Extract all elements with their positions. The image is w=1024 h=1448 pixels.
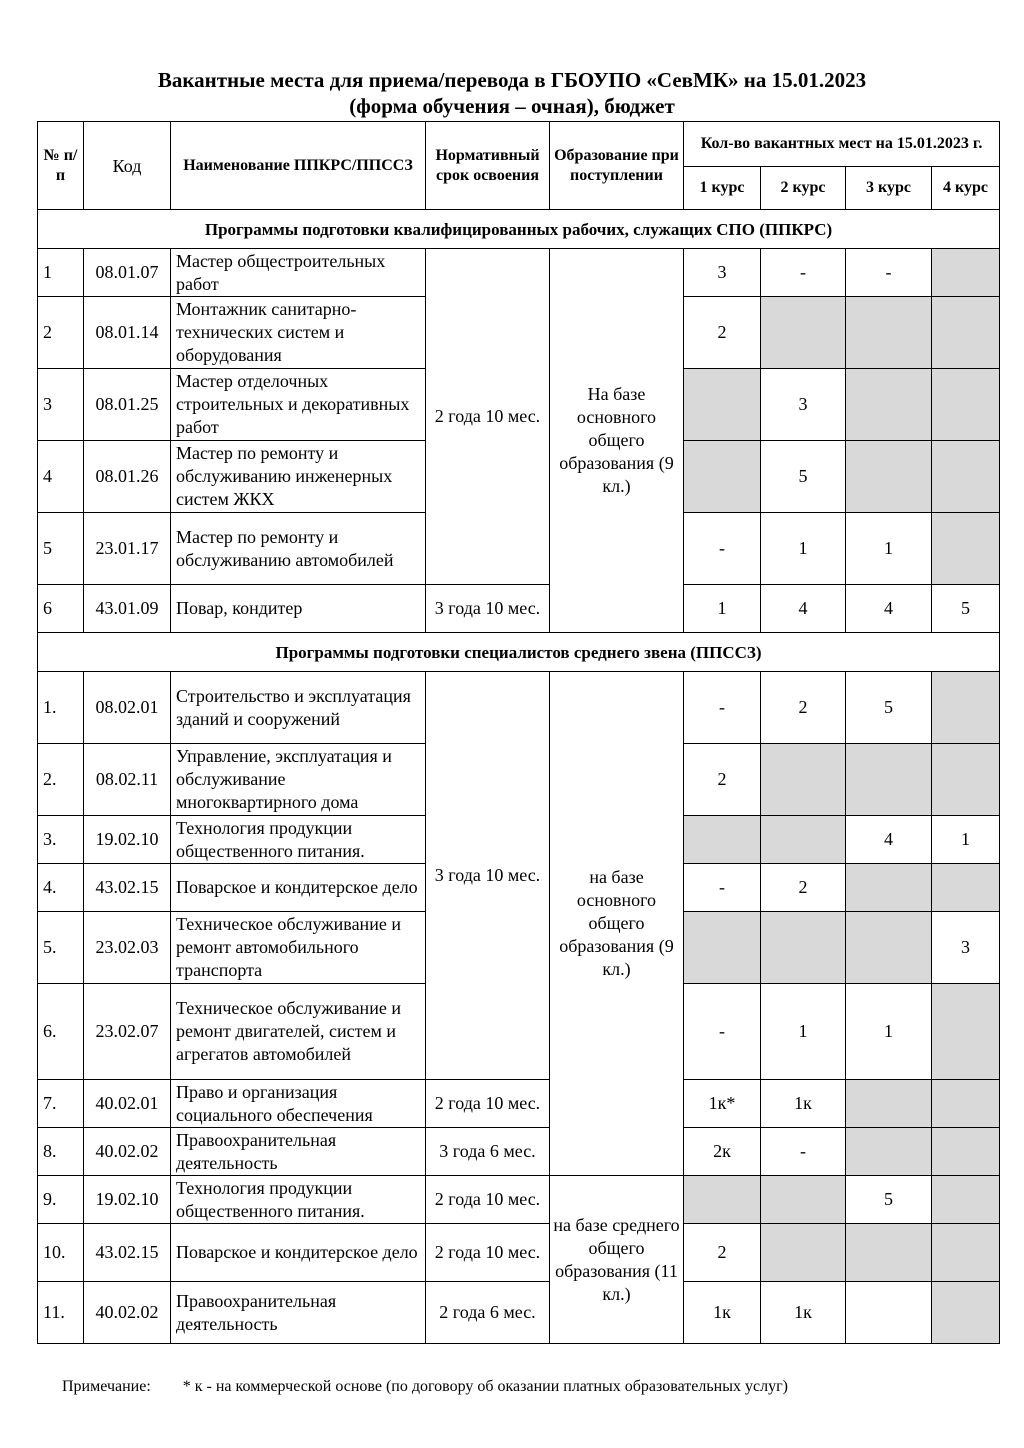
row-code: 23.02.07 <box>84 984 171 1080</box>
course-4-cell <box>932 1080 1000 1128</box>
row-name: Техническое обслуживание и ремонт двигателей, систем и агрегатов автомобилей <box>171 984 426 1080</box>
row-name: Управление, эксплуатация и обслуживание многоквартирного дома <box>171 744 426 816</box>
row-name: Поварское и кондитерское дело <box>171 1224 426 1282</box>
header-code: Код <box>84 122 171 210</box>
row-num: 7. <box>38 1080 84 1128</box>
table-row <box>38 672 1000 744</box>
row-num: 11. <box>38 1282 84 1344</box>
course-3-cell <box>846 912 932 984</box>
course-2-cell: 5 <box>761 441 846 513</box>
row-code: 08.01.25 <box>84 369 171 441</box>
course-4-cell <box>932 513 1000 585</box>
row-num: 8. <box>38 1128 84 1176</box>
row-name: Строительство и эксплуатация зданий и сооружений <box>171 672 426 744</box>
row-term: 3 года 10 мес. <box>426 672 550 1080</box>
course-1-cell <box>684 816 761 864</box>
header-vacancies: Кол-во вакантных мест на 15.01.2023 г. <box>684 122 1000 167</box>
header-course-1: 1 курс <box>684 167 761 210</box>
row-code: 08.02.01 <box>84 672 171 744</box>
row-name: Мастер по ремонту и обслуживанию инженерных систем ЖКХ <box>171 441 426 513</box>
page-subtitle: (форма обучения – очная), бюджет <box>349 94 675 118</box>
footnote-label: Примечание: <box>62 1378 151 1395</box>
header-course-3: 3 курс <box>846 167 932 210</box>
course-3-cell: 1 <box>846 513 932 585</box>
row-name: Мастер по ремонту и обслуживанию автомобилей <box>171 513 426 585</box>
row-name: Право и организация социального обеспечения <box>171 1080 426 1128</box>
course-4-cell: 3 <box>932 912 1000 984</box>
row-name: Правоохранительная деятельность <box>171 1128 426 1176</box>
row-term: 3 года 6 мес. <box>426 1128 550 1176</box>
course-1-cell: 1 <box>684 585 761 633</box>
course-3-cell: - <box>846 249 932 297</box>
row-num: 5. <box>38 912 84 984</box>
row-num: 1 <box>38 249 84 297</box>
course-2-cell: 2 <box>761 864 846 912</box>
course-4-cell <box>932 1224 1000 1282</box>
row-num: 4. <box>38 864 84 912</box>
row-name: Правоохранительная деятельность <box>171 1282 426 1344</box>
row-term: 2 года 10 мес. <box>426 1176 550 1224</box>
course-2-cell: 4 <box>761 585 846 633</box>
course-2-cell: - <box>761 1128 846 1176</box>
course-2-cell <box>761 1224 846 1282</box>
row-term: 2 года 10 мес. <box>426 249 550 585</box>
row-code: 08.01.14 <box>84 297 171 369</box>
course-3-cell <box>846 1282 932 1344</box>
footnote-text: * к - на коммерческой основе (по договору об оказании платных образовательных услуг) <box>182 1378 788 1395</box>
row-name: Технология продукции общественного питания. <box>171 816 426 864</box>
course-1-cell <box>684 912 761 984</box>
course-1-cell: 2 <box>684 1224 761 1282</box>
course-2-cell: - <box>761 249 846 297</box>
course-4-cell <box>932 984 1000 1080</box>
section-title-ppkrs: Программы подготовки квалифицированных рабочих, служащих СПО (ППКРС) <box>38 210 1000 249</box>
footnote <box>62 1378 816 1396</box>
course-4-cell: 1 <box>932 816 1000 864</box>
course-3-cell: 5 <box>846 1176 932 1224</box>
table-row <box>38 585 1000 633</box>
row-term: 2 года 10 мес. <box>426 1224 550 1282</box>
header-education: Образование при поступлении <box>550 122 684 210</box>
row-education: на базе среднего общего образования (11 кл.) <box>550 1176 684 1344</box>
course-4-cell: 5 <box>932 585 1000 633</box>
course-2-cell: 1к <box>761 1282 846 1344</box>
row-term: 2 года 6 мес. <box>426 1282 550 1344</box>
header-name: Наименование ППКРС/ППССЗ <box>171 122 426 210</box>
row-term: 3 года 10 мес. <box>426 585 550 633</box>
row-code: 43.02.15 <box>84 1224 171 1282</box>
course-3-cell <box>846 864 932 912</box>
vacancy-table <box>37 121 1000 1344</box>
course-1-cell: - <box>684 864 761 912</box>
course-4-cell <box>932 249 1000 297</box>
course-1-cell: 2 <box>684 297 761 369</box>
course-3-cell <box>846 1224 932 1282</box>
header-num: № п/п <box>38 122 84 210</box>
row-name: Повар, кондитер <box>171 585 426 633</box>
course-1-cell: - <box>684 672 761 744</box>
course-3-cell <box>846 297 932 369</box>
course-3-cell: 4 <box>846 816 932 864</box>
course-3-cell <box>846 1080 932 1128</box>
course-4-cell <box>932 1128 1000 1176</box>
row-code: 40.02.02 <box>84 1128 171 1176</box>
row-num: 10. <box>38 1224 84 1282</box>
course-1-cell: 3 <box>684 249 761 297</box>
row-name: Монтажник санитарно-технических систем и оборудования <box>171 297 426 369</box>
course-1-cell: - <box>684 984 761 1080</box>
row-num: 6. <box>38 984 84 1080</box>
row-num: 9. <box>38 1176 84 1224</box>
course-3-cell <box>846 744 932 816</box>
course-2-cell: 1к <box>761 1080 846 1128</box>
course-3-cell <box>846 441 932 513</box>
row-code: 40.02.02 <box>84 1282 171 1344</box>
course-2-cell: 2 <box>761 672 846 744</box>
row-num: 2 <box>38 297 84 369</box>
course-2-cell: 1 <box>761 513 846 585</box>
table-row <box>38 249 1000 297</box>
header-course-4: 4 курс <box>932 167 1000 210</box>
course-1-cell: 1к <box>684 1282 761 1344</box>
table-row <box>38 1128 1000 1176</box>
row-num: 3 <box>38 369 84 441</box>
course-1-cell: 1к* <box>684 1080 761 1128</box>
row-num: 3. <box>38 816 84 864</box>
table-row <box>38 1282 1000 1344</box>
course-3-cell: 4 <box>846 585 932 633</box>
row-name: Поварское и кондитерское дело <box>171 864 426 912</box>
row-education: на базе основного общего образования (9 кл.) <box>550 672 684 1176</box>
row-name: Мастер общестроительных работ <box>171 249 426 297</box>
course-1-cell: - <box>684 513 761 585</box>
table-row <box>38 1080 1000 1128</box>
course-1-cell: 2к <box>684 1128 761 1176</box>
course-2-cell <box>761 744 846 816</box>
header-term: Нормативный срок освоения <box>426 122 550 210</box>
course-2-cell: 1 <box>761 984 846 1080</box>
row-term: 2 года 10 мес. <box>426 1080 550 1128</box>
row-name: Мастер отделочных строительных и декоративных работ <box>171 369 426 441</box>
course-3-cell <box>846 1128 932 1176</box>
row-num: 2. <box>38 744 84 816</box>
course-4-cell <box>932 672 1000 744</box>
row-code: 40.02.01 <box>84 1080 171 1128</box>
course-1-cell <box>684 1176 761 1224</box>
page-title: Вакантные места для приема/перевода в ГБОУПО «СевМК» на 15.01.2023 <box>157 68 867 92</box>
course-2-cell <box>761 816 846 864</box>
row-code: 23.01.17 <box>84 513 171 585</box>
section-title-ppsz: Программы подготовки специалистов среднего звена (ППССЗ) <box>38 633 1000 672</box>
row-code: 08.02.11 <box>84 744 171 816</box>
table-row <box>38 1224 1000 1282</box>
row-code: 08.01.26 <box>84 441 171 513</box>
course-4-cell <box>932 441 1000 513</box>
course-3-cell: 1 <box>846 984 932 1080</box>
row-num: 6 <box>38 585 84 633</box>
row-num: 4 <box>38 441 84 513</box>
row-code: 43.01.09 <box>84 585 171 633</box>
course-3-cell <box>846 369 932 441</box>
course-4-cell <box>932 864 1000 912</box>
course-1-cell: 2 <box>684 744 761 816</box>
row-code: 08.01.07 <box>84 249 171 297</box>
course-3-cell: 5 <box>846 672 932 744</box>
table-row <box>38 1176 1000 1224</box>
course-2-cell <box>761 912 846 984</box>
course-2-cell: 3 <box>761 369 846 441</box>
row-name: Техническое обслуживание и ремонт автомобильного транспорта <box>171 912 426 984</box>
row-code: 19.02.10 <box>84 816 171 864</box>
row-code: 23.02.03 <box>84 912 171 984</box>
row-name: Технология продукции общественного питания. <box>171 1176 426 1224</box>
course-2-cell <box>761 297 846 369</box>
header-course-2: 2 курс <box>761 167 846 210</box>
course-2-cell <box>761 1176 846 1224</box>
course-4-cell <box>932 744 1000 816</box>
course-4-cell <box>932 1282 1000 1344</box>
row-code: 43.02.15 <box>84 864 171 912</box>
course-4-cell <box>932 297 1000 369</box>
course-1-cell <box>684 441 761 513</box>
course-4-cell <box>932 1176 1000 1224</box>
row-num: 1. <box>38 672 84 744</box>
course-4-cell <box>932 369 1000 441</box>
row-code: 19.02.10 <box>84 1176 171 1224</box>
row-education: На базе основного общего образования (9 кл.) <box>550 249 684 633</box>
course-1-cell <box>684 369 761 441</box>
row-num: 5 <box>38 513 84 585</box>
